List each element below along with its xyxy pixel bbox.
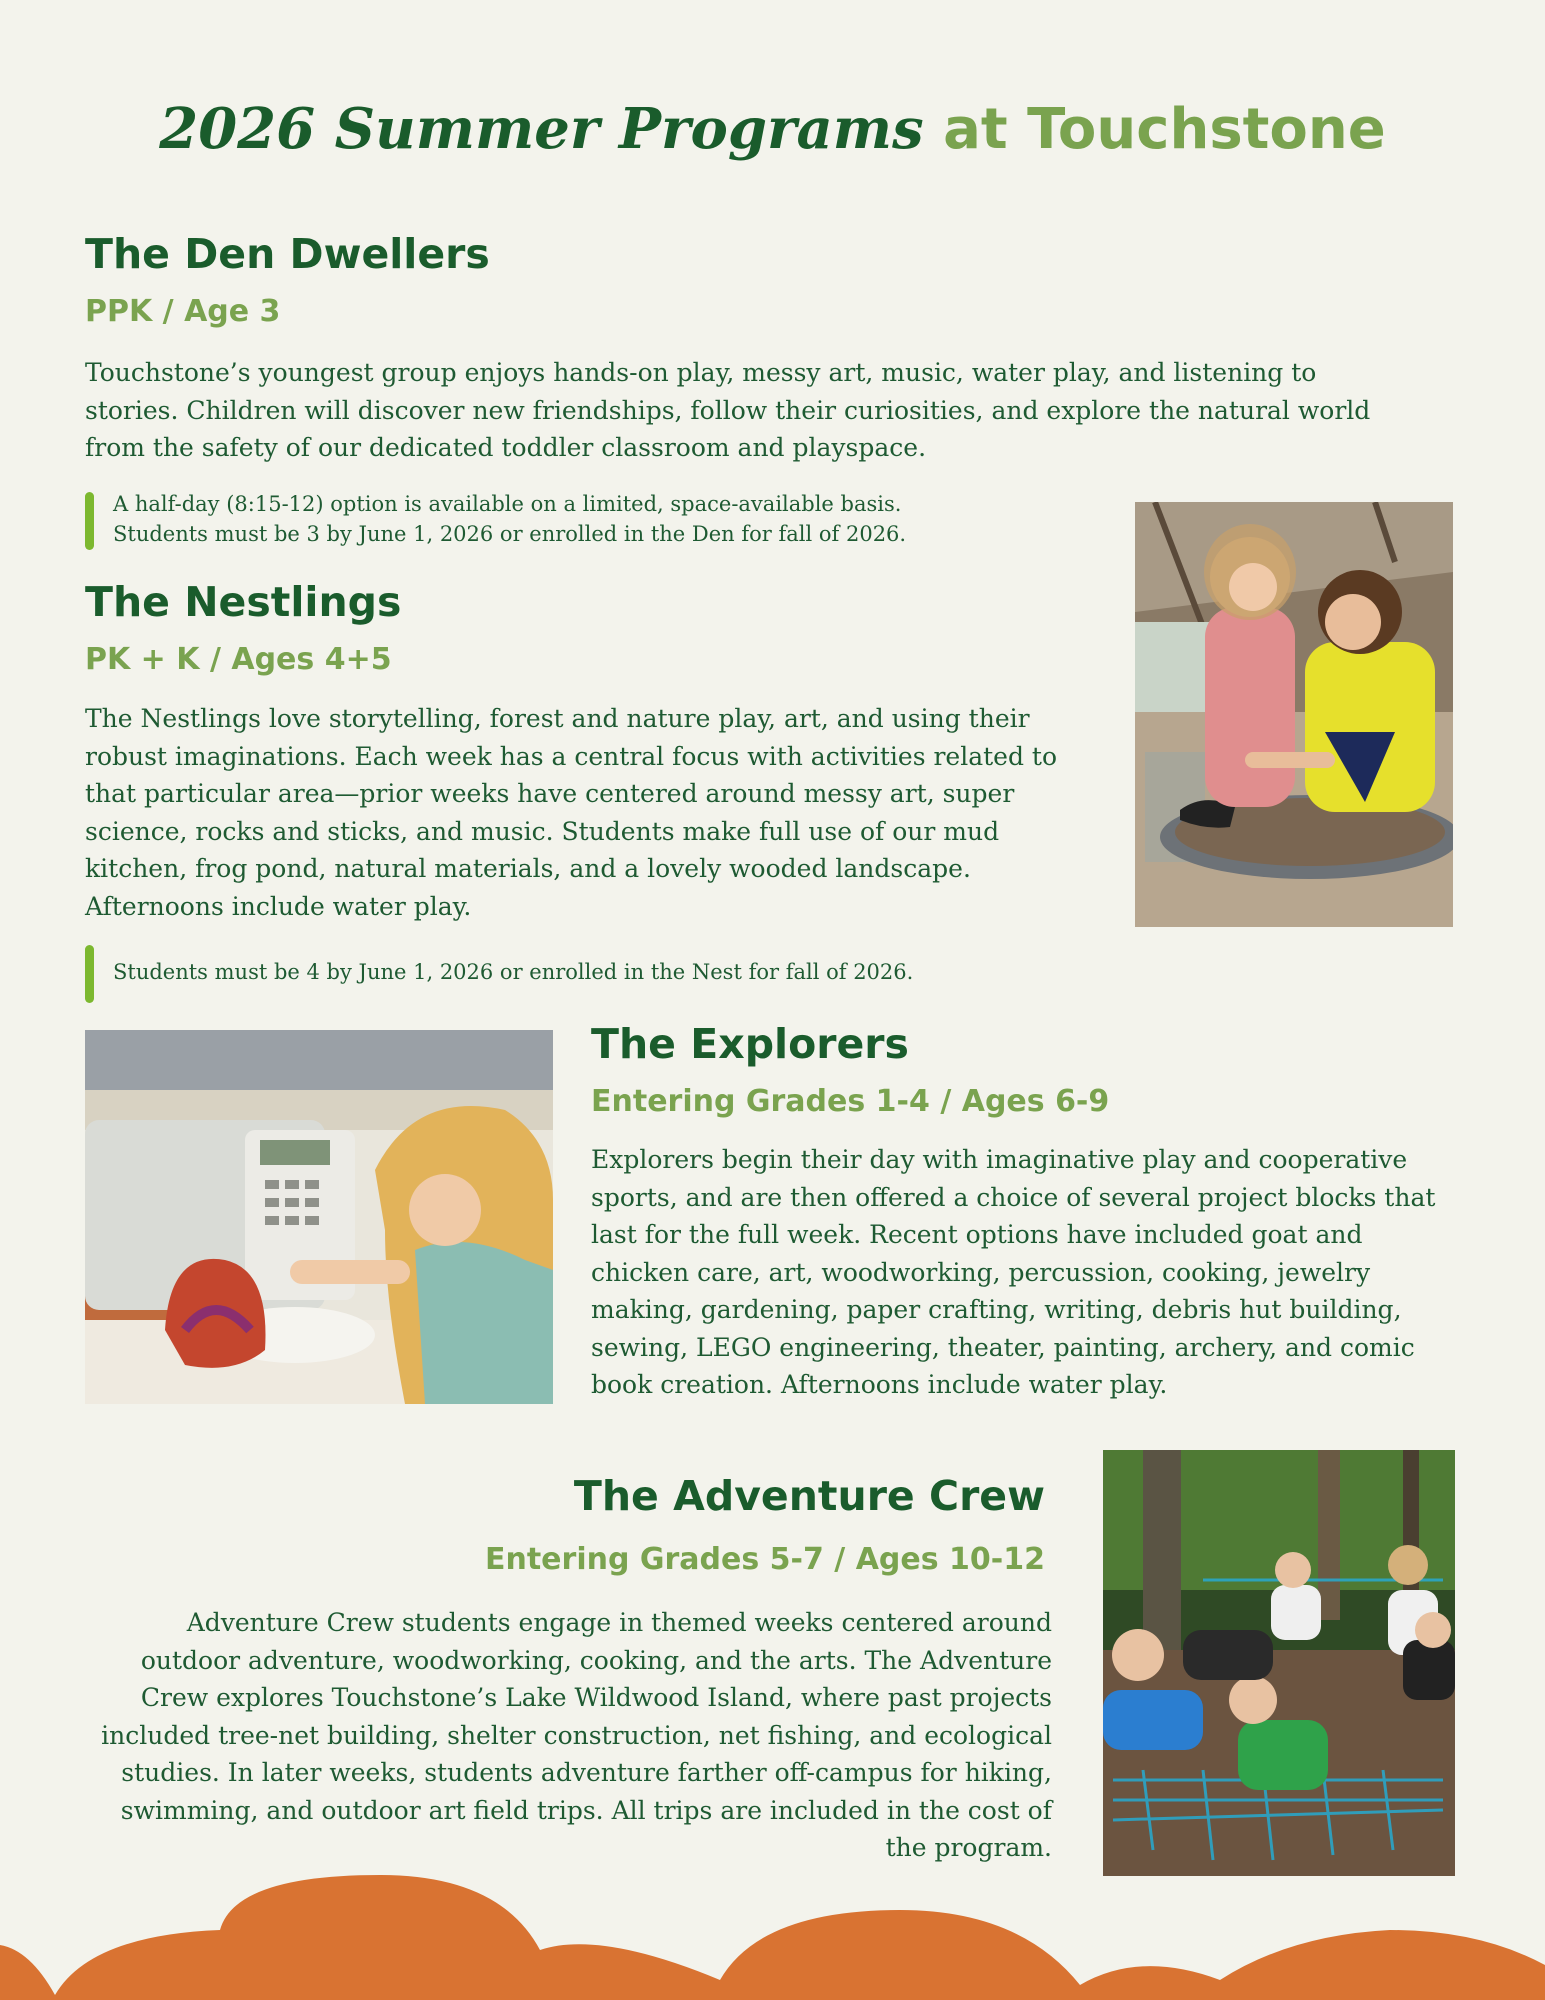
adventure-heading-wrap [90,1472,1045,1520]
explorers-description: Explorers begin their day with imaginative play and cooperative sports, and are then offered a choice of several project blocks that last for the full week. Recent options have included goat and chicken care, art, woodworking, percussion, cooking, jewelry making, gardening, paper crafting, writing, debris hut building, sewing, LEGO engineering, theater, painting, archery, and comic book creation. Afternoons include water play. [591,1145,1436,1399]
adventure-description: Adventure Crew students engage in themed weeks centered around outdoor adventure, woodworking, cooking, and the arts. The Adventure Crew explores Touchstone’s Lake Wildwood Island, where past projects included tree-net building, shelter construction, net fishing, and ecological studies. In later weeks, students adventure farther off-campus for hiking, swimming, and outdoor art field trips. All trips are included in the cost of the program. [101,1608,1052,1862]
den-heading: The Den Dwellers [85,230,490,278]
explorers-subheading: Entering Grades 1-4 / Ages 6-9 [591,1084,1110,1119]
den-subheading: PPK / Age 3 [85,294,281,329]
adventure-subheading: Entering Grades 5-7 / Ages 10-12 [484,1542,1045,1577]
den-note-line-2: Students must be 3 by June 1, 2026 or enrolled in the Den for fall of 2026. [113,522,907,546]
nestlings-subheading: PK + K / Ages 4+5 [85,642,392,677]
den-note-line-1: A half-day (8:15-12) option is available on a limited, space-available basis. [113,492,902,516]
children-in-tree-net-photo [1103,1450,1455,1876]
nestlings-description: The Nestlings love storytelling, forest and nature play, art, and using their robust imaginations. Each week has a central focus with activities related to that particular area—prior weeks have centered around messy art, super science, rocks and sticks, and music. Students make full use of our mud kitchen, frog pond, natural materials, and a lovely wooded landscape. Afternoons include water play. [85,704,1058,921]
den-note [85,489,1133,549]
nestlings-note: Students must be 4 by June 1, 2026 or enrolled in the Nest for fall of 2026. [113,960,914,984]
child-sewing-machine-photo [85,1030,553,1404]
adventure-subheading-wrap [90,1542,1045,1577]
explorers-heading: The Explorers [591,1020,909,1068]
title-sub: at Touchstone [943,97,1386,162]
scallop-border [0,1870,1545,2000]
den-description: Touchstone’s youngest group enjoys hands-on play, messy art, music, water play, and listening to stories. Children will discover new friendships, follow their curiosities, and explore the natural world from the safety of our dedicated toddler classroom and playspace. [85,358,1371,462]
page-title [0,96,1545,162]
children-pouring-water-photo [1135,502,1453,927]
adventure-heading: The Adventure Crew [573,1472,1045,1520]
title-main: 2026 Summer Programs [159,96,924,162]
nestlings-heading: The Nestlings [85,578,402,626]
